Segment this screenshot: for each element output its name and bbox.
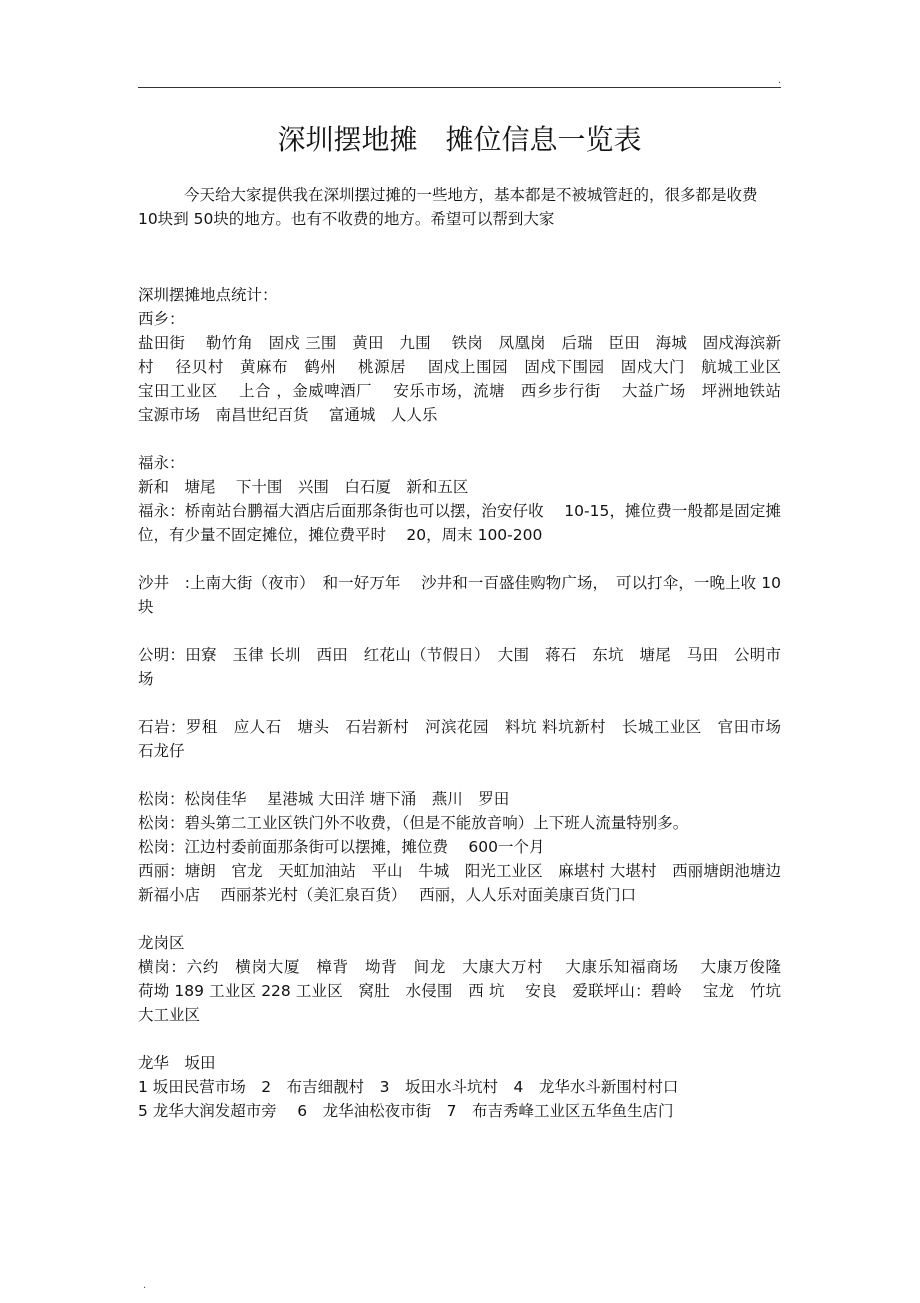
district-label-longgang: 龙岗区	[138, 934, 185, 952]
shiyan-paragraph: 石岩：罗租 应人石 塘头 石岩新村 河滨花园 料坑 料坑新村 长城工业区 官田市场 石龙仔	[138, 718, 797, 760]
district-label-longhua-bantian: 龙华 坂田	[138, 1054, 216, 1072]
songgang-paragraph-3: 松岗：江边村委前面那条街可以摆摊，摊位费 600一个月	[138, 838, 545, 856]
shajing-paragraph: 沙井 :上南大街（夜市） 和一好万年 沙井和一百盛佳购物广场， 可以打伞，一晚上收 10块	[138, 574, 781, 616]
intro-paragraph: 今天给大家提供我在深圳摆过摊的一些地方，基本都是不被城管赶的，很多都是收费 10块到 50块的地方。也有不收费的地方。希望可以帮到大家	[138, 186, 758, 228]
corner-dot-mark: .	[778, 75, 782, 86]
xili-paragraph: 西丽：塘朗 官龙 天虹加油站 平山 牛城 阳光工业区 麻堪村 大堪村 西丽塘朗池塘边新福小店 西丽茶光村（美汇泉百货） 西丽，人人乐对面美康百货门口	[138, 862, 781, 904]
district-label-xixiang: 西乡：	[138, 310, 185, 328]
longhua-list-line-1: 1 坂田民营市场 2 布吉细靓村 3 坂田水斗坑村 4 龙华水斗新围村村口	[138, 1078, 679, 1096]
longhua-list-line-2: 5 龙华大润发超市旁 6 龙华油松夜市街 7 布吉秀峰工业区五华鱼生店门	[138, 1102, 674, 1120]
document-body	[138, 283, 802, 1123]
page-title: 深圳摆地摊 摊位信息一览表	[277, 123, 642, 156]
corner-dot-mark: .	[143, 1280, 147, 1291]
fuyong-locations: 新和 塘尾 下十围 兴围 白石厦 新和五区	[138, 478, 469, 496]
henggang-paragraph: 横岗：六约 横岗大厦 樟背 坳背 间龙 大康大万村 大康乐知福商场 大康万俊隆 荷坳 189 工业区 228 工业区 窝肚 水侵围 西 坑 安良 爱联坪山：碧岭 宝龙 竹坑 大工业区	[138, 958, 797, 1024]
fuyong-detail: 福永：桥南站台鹏福大酒店后面那条街也可以摆，治安仔收 10-15，摊位费一般都是固定摊位，有少量不固定摊位，摊位费平时 20，周末 100-200	[138, 502, 781, 544]
songgang-paragraph-1: 松岗：松岗佳华 星港城 大田洋 塘下涌 燕川 罗田	[138, 790, 510, 808]
songgang-paragraph-2: 松岗：碧头第二工业区铁门外不收费，（但是不能放音响）上下班人流量特别多。	[138, 814, 689, 832]
gongming-paragraph: 公明：田寮 玉律 长圳 西田 红花山（节假日） 大围 蒋石 东坑 塘尾 马田 公明市场	[138, 646, 781, 688]
xixiang-locations: 盐田街 勒竹角 固戍 三围 黄田 九围 铁岗 凤凰岗 后瑞 臣田 海城 固戍海滨新村 径贝村 黄麻布 鹤州 桃源居 固戍上围园 固戍下围园 固戍大门 航城工业区 宝田工业区 上合 ，金威啤酒厂 安乐市场，流塘 西乡步行街 大益广场 坪洲地铁站 宝源市场 南昌世纪百货 富通城 人人乐	[138, 334, 802, 424]
district-label-fuyong: 福永：	[138, 454, 185, 472]
stats-heading: 深圳摆摊地点统计：	[138, 286, 278, 304]
header-rule	[138, 87, 781, 88]
